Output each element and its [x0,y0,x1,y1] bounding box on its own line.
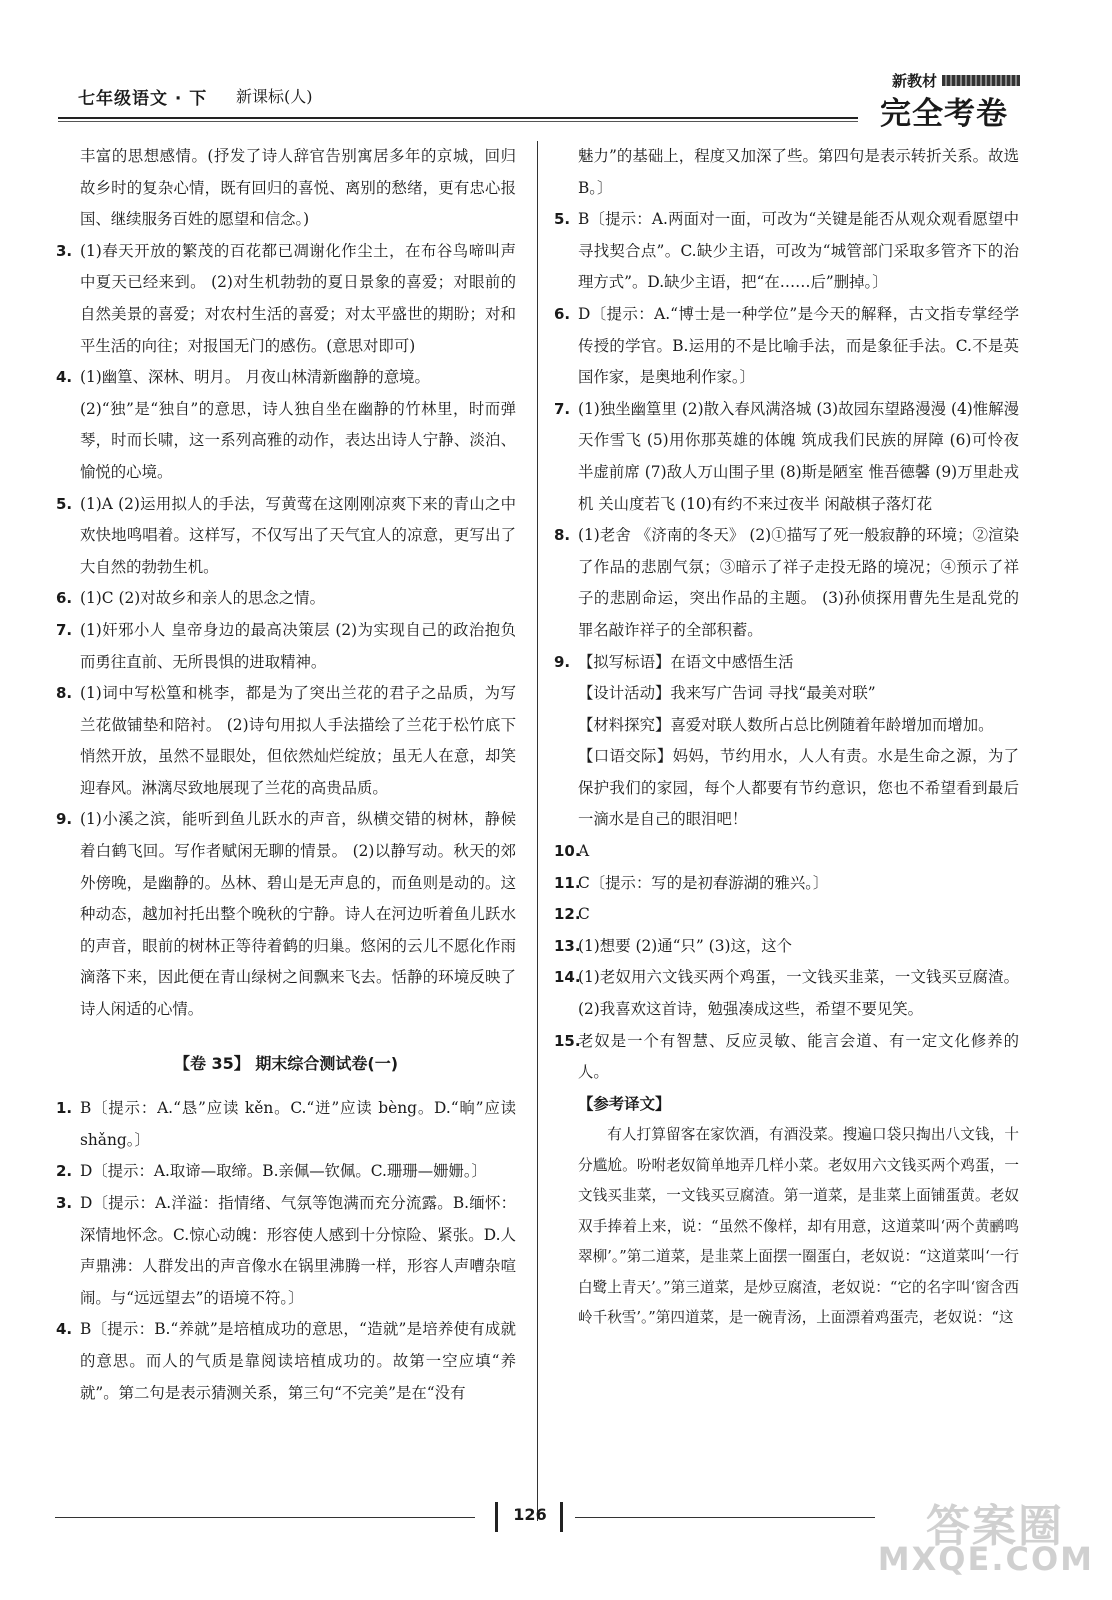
header-rule-thin [58,121,858,122]
answer-text: (1)独坐幽篁里 (2)散入春风满洛城 (3)故园东望路漫漫 (4)惟解漫天作雪飞 (5)用你那英雄的体魄 筑成我们民族的屏障 (6)可怜夜半虚前席 (7)敌人万山围子里 (8)斯是陋室 惟吾德馨 (9)万里赴戎机 关山度若飞 (10)有约不来过夜半 闲敲棋子落灯花 [578,399,1019,513]
answer-item [554,931,1019,963]
answer-number: 4. [56,1320,73,1339]
answer-number: 9. [56,810,73,829]
answer-text: 【口语交际】妈妈，节约用水，人人有责。水是生命之源，为了保护我们的家园，每个人都要有节约意识，您也不希望看到最后一滴水是自己的眼泪吧！ [578,747,1019,829]
answer-item [56,362,516,394]
answer-number: 5. [56,494,73,513]
answer-number: 1. [56,1099,73,1118]
answer-item [554,647,1019,679]
page-header [58,62,1048,132]
answer-number: 3. [56,1194,73,1212]
answer-text: (1)想要 (2)通“只” (3)这，这个 [578,936,793,955]
answer-number: 3. [56,241,73,260]
answer-text: 【设计活动】我来写广告词 寻找“最美对联” [578,684,876,703]
answer-item [56,678,516,804]
answer-number: 8. [554,526,571,545]
answer-text: B〔提示：A.两面对一面，可改为“关键是能否从观众观看愿望中寻找契合点”。C.缺少主语，可改为“城管部门采取多管齐下的治理方式”。D.缺少主语，把“在……后”删掉。〕 [578,210,1019,292]
answer-item [56,583,516,615]
answer-item [56,804,516,1025]
answer-item [554,710,1019,742]
brand-main-text: 完全考卷 [880,96,1008,132]
answer-number: 10. [554,842,581,861]
answer-item [554,868,1019,900]
answer-text: 【材料探究】喜爱对联人数所占总比例随着年龄增加而增加。 [578,715,994,734]
answer-text: B〔提示：A.“恳”应读 kěn。C.“迸”应读 bèng。D.“晌”应读 shǎng。〕 [80,1099,516,1149]
answer-item [56,394,516,489]
answer-item [554,394,1019,520]
answer-item [554,741,1019,836]
answer-text: (1)老奴用六文钱买两个鸡蛋，一文钱买韭菜，一文钱买豆腐渣。 (2)我喜欢这首诗，勉强凑成这些，希望不要见笑。 [578,968,1019,1019]
page-number: 126 [513,1505,547,1524]
answer-number: 13. [554,936,581,955]
answer-text: (1)老舍 《济南的冬天》 (2)①描写了死一般寂静的环境；②渲染了作品的悲剧气氛；③暗示了祥子走投无路的境况；④预示了祥子的悲剧命运，突出作品的主题。 (3)孙侦探用曹先生是乱党的罪名敲诈祥子的全部积蓄。 [578,526,1019,639]
column-divider [537,141,538,1521]
answer-item [554,899,1019,931]
answer-text: (2)“独”是“独自”的意思，诗人独自坐在幽静的竹林里，时而弹琴，时而长啸，这一系列高雅的动作，表达出诗人宁静、淡泊、愉悦的心境。 [80,399,516,481]
answer-text: A [578,842,590,861]
continued-answer: 魅力”的基础上，程度又加深了些。第四句是表示转折关系。故选 B。〕 [578,147,1019,197]
reference-translation: 有人打算留客在家饮酒，有酒没菜。搜遍口袋只掏出八文钱，十分尴尬。吩咐老奴简单地弄几样小菜。老奴用六文钱买两个鸡蛋，一文钱买韭菜，一文钱买豆腐渣。第一道菜，是韭菜上面铺蛋黄。老奴双手捧着上来，说：“虽然不像样，却有用意，这道菜叫‘两个黄鹂鸣翠柳’。”第二道菜，是韭菜上面摆一圈蛋白，老奴说：“这道菜叫‘一行白鹭上青天’。”第三道菜，是炒豆腐渣，老奴说：“它的名字叫‘窗含西岭千秋雪’。”第四道菜，是一碗青汤，上面漂着鸡蛋壳，老奴说：“这 [578,1126,1019,1327]
header-rule [58,117,858,119]
answer-text: C〔提示：写的是初春游湖的雅兴。〕 [578,873,829,892]
answer-text: 老奴是一个有智慧、反应灵敏、能言会道、有一定文化修养的人。 [578,1031,1019,1082]
answer-item [56,615,516,678]
answer-text: (1)C (2)对故乡和亲人的思念之情。 [80,589,325,608]
brand-barcode-decoration [942,75,1020,86]
footer-rule-right [575,1517,875,1518]
answer-number: 6. [554,304,571,323]
answer-item [554,299,1019,394]
continued-answer: 丰富的思想感情。(抒发了诗人辞官告别寓居多年的京城，回归故乡时的复杂心情，既有回归的喜悦、离别的愁绪，更有忠心报国、继续服务百姓的愿望和信念。) [80,147,516,229]
answer-text: C [578,905,590,924]
answer-text: D〔提示：A.取谛—取缔。B.亲佩—钦佩。C.珊珊—姗姗。〕 [80,1162,487,1181]
answer-text: D〔提示：A.“博士是一种学位”是今天的解释，古文指专掌经学传授的学官。B.运用的不是比喻手法，而是象征手法。C.不是英国作家，是奥地利作家。〕 [578,304,1019,387]
answer-number: 7. [554,399,571,418]
answer-number: 15. [554,1031,581,1050]
answer-item [554,962,1019,1025]
answer-text: (1)小溪之滨，能听到鱼儿跃水的声音，纵横交错的树林，静候着白鹤飞回。写作者赋闲无聊的情景。 (2)以静写动。秋天的郊外傍晚，是幽静的。丛林、碧山是无声息的，而鱼则是动的。这种动态，越加衬托出整个晚秋的宁静。诗人在河边听着鱼儿跃水的声音，眼前的树林正等待着鹤的归巢。悠闲的云儿不愿化作雨滴落下来，因此便在青山绿树之间飘来飞去。恬静的环境反映了诗人闲适的心情。 [80,810,516,1019]
answer-number: 12. [554,905,581,924]
book-title: 七年级语文 · 下 [78,89,208,109]
left-column [56,141,516,1409]
book-subtitle: 新课标(人) [236,87,313,106]
watermark-bottom-text: MXQE.COM [877,1540,1094,1578]
right-column [554,141,1019,1334]
answer-item [56,1314,516,1409]
answer-item [56,1093,516,1156]
answer-number: 7. [56,620,73,639]
brand-top-text: 新教材 [892,72,938,90]
watermark-top-text: 答案圈 [926,1501,1064,1552]
answer-text: (1)春天开放的繁茂的百花都已凋谢化作尘土，在布谷鸟啼叫声中夏天已经来到。 (2)对生机勃勃的夏日景象的喜爱；对眼前的自然美景的喜爱；对农村生活的喜爱；对太平盛世的期盼；对和平生活的向往；对报国无门的感伤。(意思对即可) [80,241,516,355]
answer-item [554,204,1019,299]
footer-bar-left [495,1502,498,1532]
footer-bar-right [560,1502,563,1532]
answer-number: 2. [56,1162,73,1181]
answer-item [554,836,1019,868]
answer-item [554,678,1019,710]
answer-text: (1)词中写松篁和桃李，都是为了突出兰花的君子之品质，为写兰花做铺垫和陪衬。 (2)诗句用拟人手法描绘了兰花于松竹底下悄然开放，虽然不显眼处，但依然灿烂绽放；虽无人在意，却笑迎春风。淋漓尽致地展现了兰花的高贵品质。 [80,684,516,797]
answer-item [56,1188,516,1314]
answer-number: 8. [56,684,73,703]
answer-item [554,1026,1019,1089]
answer-item [56,489,516,584]
answer-item [56,1156,516,1188]
answer-number: 14. [554,968,581,987]
answer-number: 9. [554,652,571,671]
answer-text: 【拟写标语】在语文中感悟生活 [578,652,794,671]
answer-item [554,520,1019,646]
answer-item [56,236,516,362]
answer-number: 4. [56,368,73,387]
footer-rule-left [55,1517,475,1518]
answer-text: D〔提示：A.洋溢：指情绪、气氛等饱满而充分流露。B.缅怀：深情地怀念。C.惊心动魄：形容使人感到十分惊险、紧张。D.人声鼎沸：人群发出的声音像水在锅里沸腾一样，形容人声嘈杂喧闹。与“远远望去”的语境不符。〕 [80,1194,516,1307]
answer-number: 11. [554,873,581,892]
answer-text: B〔提示：B.“养就”是培植成功的意思，“造就”是培养使有成就的意思。而人的气质是靠阅读培植成功的。故第一空应填“养就”。第二句是表示猜测关系，第三句“不完美”是在“没有 [80,1320,516,1402]
section-title: 【卷 35】 期末综合测试卷(一) [173,1053,399,1073]
answer-text: (1)A (2)运用拟人的手法，写黄莺在这刚刚凉爽下来的青山之中欢快地鸣唱着。这样写，不仅写出了天气宜人的凉意，更写出了大自然的勃勃生机。 [80,494,516,576]
site-watermark [877,1490,1094,1580]
answer-text: (1)奸邪小人 皇帝身边的最高决策层 (2)为实现自己的政治抱负而勇往直前、无所畏惧的进取精神。 [80,620,516,671]
page-footer [55,1497,1055,1537]
reference-translation-label: 【参考译文】 [578,1094,671,1113]
answer-text: (1)幽篁、深林、明月。 月夜山林清新幽静的意境。 [80,368,430,387]
brand-logo [880,70,1028,132]
answer-number: 6. [56,589,73,608]
answer-number: 5. [554,210,571,229]
